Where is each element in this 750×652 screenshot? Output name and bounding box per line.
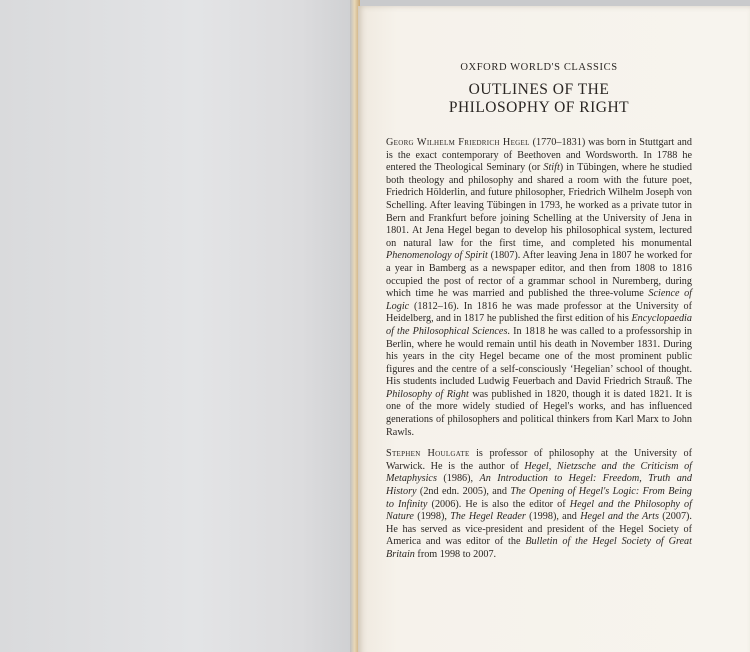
text-span: from 1998 to 2007.	[414, 549, 497, 560]
text-span: (1812–16). In 1816 he was made professor at the University of Heidelberg, and in 1817 he published the first edition of his	[386, 300, 692, 325]
italic-book-title: Hegel and the Philosophy of Nature	[386, 498, 692, 523]
title-line-1: OUTLINES OF THE	[468, 81, 610, 98]
text-span: (1998), and	[525, 511, 581, 523]
italic-book-title: The Hegel Reader	[450, 511, 526, 523]
left-blank-page	[0, 0, 354, 652]
series-name: OXFORD WORLD'S CLASSICS	[460, 62, 618, 73]
italic-philosophy-of-right: Philosophy of Right	[386, 388, 469, 400]
italic-phenomenology: Phenomenology of Spirit	[386, 250, 488, 262]
text-span: is professor of philosophy at the University of Warwick. He is the author of	[386, 448, 692, 472]
text-span: (1770–1831) was born in Stuttgart and is the exact contemporary of Beethoven and Wordsworth. In 1788 he entered the Theological Seminary (or	[386, 137, 692, 174]
right-page	[358, 6, 750, 652]
title-line-2: PHILOSOPHY OF RIGHT	[448, 99, 630, 116]
italic-science-of-logic: Science of Logic	[386, 288, 692, 312]
italic-book-title: The Opening of Hegel's Logic: From Being to Infinity	[386, 486, 692, 510]
text-span: . In 1818 he was called to a professorship in Berlin, where he would remain until his death in November 1831. During his years in the city Hegel became one of the most prominent public figures and the centre of a self-consciously ‘Hegelian’ school of thought. His students included Ludwig Feuerbach and David Friedrich Strauß. The	[386, 325, 692, 388]
italic-book-title: Bulletin of the Hegel Society of Great Britain	[386, 536, 692, 560]
italic-stift: Stift	[543, 162, 560, 174]
hegel-name: Georg Wilhelm Friedrich Hegel	[386, 137, 530, 148]
italic-book-title: Hegel, Nietzsche and the Criticism of Metaphysics	[386, 460, 692, 485]
text-span: (2nd edn. 2005), and	[416, 486, 511, 498]
houlgate-biography	[386, 448, 692, 561]
hegel-biography	[386, 137, 692, 439]
italic-book-title: Hegel and the Arts	[580, 511, 659, 523]
text-span: (1986),	[436, 473, 480, 485]
text-span: (1998),	[413, 511, 451, 523]
houlgate-name: Stephen Houlgate	[386, 448, 470, 460]
italic-book-title: An Introduction to Hegel: Freedom, Truth and History	[386, 473, 692, 498]
page-text	[386, 62, 692, 571]
italic-encyclopaedia: Encyclopaedia of the Philosophical Sciences	[386, 313, 692, 337]
text-span: (1807). After leaving Jena in 1807 he worked for a year in Bamberg as a newspaper editor, and then from 1808 to 1816 occupied the post of rector of a grammar school in Nuremberg, during which time he was married and published the three-volume	[386, 250, 693, 300]
text-span: (2006). He is also the editor of	[427, 498, 570, 510]
text-span: was published in 1820, though it is dated 1821. It is one of the more widely studied of Hegel's works, and has influenced generations of philosophers and political thinkers from Karl Marx to John Rawls.	[386, 388, 692, 438]
text-span: (2007). He has served as vice-president and president of the Hegel Society of America and was editor of the	[386, 511, 692, 548]
book-title	[386, 81, 692, 117]
text-span: ) in Tübingen, where he studied both theology and philosophy and shared a room with the future poet, Friedrich Hölderlin, and future philosopher, Friedrich Wilhelm Joseph von Schelling. After leaving Tübingen in 1793, he worked as a private tutor in Bern and Frankfurt before joining Schelling at the University of Jena in 1801. At Jena Hegel began to develop his philosophical system, lectured on natural law for the first time, and completed his monumental	[386, 162, 692, 249]
